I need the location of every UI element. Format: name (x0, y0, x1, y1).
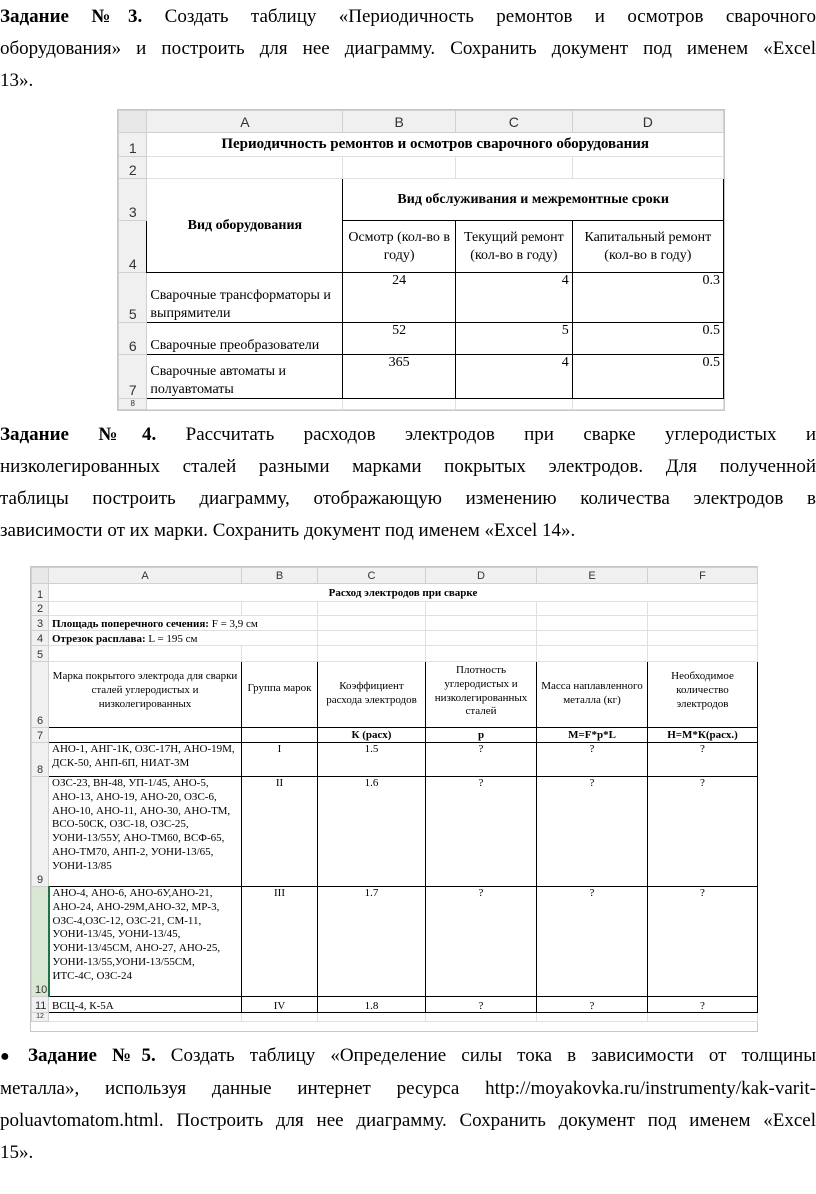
brand-group[interactable]: III (242, 887, 318, 997)
brand-group[interactable]: I (242, 743, 318, 777)
electrode-brands[interactable]: ВСЦ-4, К-5А (49, 997, 242, 1013)
row-header-4[interactable]: 4 (32, 631, 49, 646)
cell-f5[interactable] (648, 646, 758, 662)
cell-f2[interactable] (648, 602, 758, 616)
cell-d8[interactable] (572, 399, 723, 410)
electrodes-table (31, 567, 758, 1022)
cell-a12[interactable] (49, 1013, 242, 1022)
task4-label: Задание №4. (0, 424, 157, 445)
inspection-value[interactable]: 24 (343, 273, 456, 323)
current-repair-value[interactable]: 4 (456, 355, 573, 399)
header-brand-group[interactable]: Группа марок (242, 662, 318, 728)
inspection-value[interactable]: 52 (343, 323, 456, 355)
steel-density[interactable]: ? (426, 887, 537, 997)
task4-line2: низколегированных сталей разными марками покрытых электродов. Для полученной (0, 456, 816, 477)
deposited-mass[interactable]: ? (537, 743, 648, 777)
row-header-5[interactable]: 5 (119, 273, 147, 323)
row-header-8[interactable]: 8 (32, 743, 49, 777)
task5-line4: 15». (0, 1142, 34, 1163)
col-header-c[interactable]: C (456, 111, 573, 133)
col-header-a[interactable]: A (147, 111, 343, 133)
cell-b12[interactable] (242, 1013, 318, 1022)
row-header-2[interactable]: 2 (32, 602, 49, 616)
cell-d12[interactable] (426, 1013, 537, 1022)
header-required-quantity[interactable]: Необходимое количество электродов (648, 662, 758, 728)
spreadsheet-electrodes (30, 566, 758, 1032)
col-header-d[interactable]: D (572, 111, 723, 133)
consumption-coef[interactable]: 1.5 (318, 743, 426, 777)
task3-line1: Задание №3. Создать таблицу «Периодичность ремонтов и осмотров сварочного (0, 6, 816, 27)
current-repair-value[interactable]: 4 (456, 273, 573, 323)
cell-c5[interactable] (318, 646, 426, 662)
task4-line3: таблицы построить диаграмму, отображающую изменению количества электродов в (0, 488, 816, 509)
cell-c3[interactable] (318, 616, 426, 631)
cell-b8[interactable] (343, 399, 456, 410)
equipment-header[interactable]: Вид оборудования (147, 179, 343, 273)
deposited-mass[interactable]: ? (537, 887, 648, 997)
symbol-p[interactable]: р (426, 728, 537, 743)
cell-c8[interactable] (456, 399, 573, 410)
deposited-mass[interactable]: ? (537, 997, 648, 1013)
row-header-7[interactable]: 7 (32, 728, 49, 743)
capital-repair-value[interactable]: 0.5 (572, 323, 723, 355)
brand-group[interactable]: IV (242, 997, 318, 1013)
header-steel-density[interactable]: Плотность углеродистых и низколегированных сталей (426, 662, 537, 728)
task4-line4: зависимости от их марки. Сохранить документ под именем «Excel 14». (0, 520, 576, 541)
cell-d2[interactable] (426, 602, 537, 616)
cell-e4[interactable] (537, 631, 648, 646)
cell-e5[interactable] (537, 646, 648, 662)
col-header-e[interactable]: E (537, 568, 648, 584)
cell-d3[interactable] (426, 616, 537, 631)
steel-density[interactable]: ? (426, 997, 537, 1013)
col-header-f[interactable]: F (648, 568, 758, 584)
current-repair-value[interactable]: 5 (456, 323, 573, 355)
cell-e2[interactable] (537, 602, 648, 616)
cell-f12[interactable] (648, 1013, 758, 1022)
header-consumption-coef[interactable]: Коэффициент расхода электродов (318, 662, 426, 728)
area-cell[interactable] (49, 616, 318, 631)
sub-header-current-repair[interactable]: Текущий ремонт (кол-во в году) (456, 221, 573, 273)
task5-line1: ● Задание №5. Создать таблицу «Определение силы тока в зависимости от толщины (0, 1045, 816, 1066)
symbol-b[interactable] (242, 728, 318, 743)
row-header-12[interactable]: 12 (32, 1013, 49, 1022)
required-quantity[interactable]: ? (648, 743, 758, 777)
row-header-4[interactable]: 4 (119, 221, 147, 273)
capital-repair-value[interactable]: 0.3 (572, 273, 723, 323)
cell-f3[interactable] (648, 616, 758, 631)
corner-cell[interactable] (119, 111, 147, 133)
table-title[interactable]: Расход электродов при сварке (49, 584, 758, 602)
task5-line2: металла», используя данные интернет ресурса http://moyakovka.ru/instrumenty/kak-varit- (0, 1078, 816, 1099)
cell-c4[interactable] (318, 631, 426, 646)
cell-a2[interactable] (147, 157, 343, 179)
cell-e3[interactable] (537, 616, 648, 631)
cell-e12[interactable] (537, 1013, 648, 1022)
sub-header-inspection[interactable]: Осмотр (кол-во в году) (343, 221, 456, 273)
row-header-5[interactable]: 5 (32, 646, 49, 662)
row-header-11[interactable]: 11 (32, 997, 49, 1013)
cell-c2[interactable] (456, 157, 573, 179)
cell-a5[interactable] (49, 646, 242, 662)
col-header-c[interactable]: C (318, 568, 426, 584)
col-header-d[interactable]: D (426, 568, 537, 584)
cell-f4[interactable] (648, 631, 758, 646)
equipment-name[interactable]: Сварочные преобразователи (147, 323, 343, 355)
steel-density[interactable]: ? (426, 743, 537, 777)
bullet-icon: ● (0, 1048, 20, 1065)
inspection-value[interactable]: 365 (343, 355, 456, 399)
spreadsheet-periodicity (117, 109, 725, 411)
sub-header-capital-repair[interactable]: Капитальный ремонт (кол-во в году) (572, 221, 723, 273)
brand-group[interactable]: II (242, 777, 318, 887)
length-label: Отрезок расплава: (52, 633, 146, 645)
task5-paragraph (0, 1040, 816, 1169)
deposited-mass[interactable]: ? (537, 777, 648, 887)
task5-label: Задание №5. (28, 1045, 156, 1066)
capital-repair-value[interactable]: 0.5 (572, 355, 723, 399)
task3-paragraph (0, 1, 816, 97)
cell-d2[interactable] (572, 157, 723, 179)
task4-line1: Задание №4. Рассчитать расходов электродов при сварке углеродистых и (0, 424, 816, 445)
cell-b2[interactable] (242, 602, 318, 616)
consumption-coef[interactable]: 1.8 (318, 997, 426, 1013)
task5-line3: poluavtomatom.html. Построить для нее диаграмму. Сохранить документ под именем «Excel (0, 1110, 816, 1131)
row-header-3[interactable]: 3 (32, 616, 49, 631)
symbol-n[interactable]: Н=М*К(расх.) (648, 728, 758, 743)
length-value: L = 195 см (145, 633, 198, 645)
equipment-name[interactable]: Сварочные трансформаторы и выпрямители (147, 273, 343, 323)
task3-label: Задание №3. (0, 6, 143, 27)
row-header-6[interactable]: 6 (119, 323, 147, 355)
col-header-b[interactable]: B (343, 111, 456, 133)
steel-density[interactable]: ? (426, 777, 537, 887)
row-header-1[interactable]: 1 (32, 584, 49, 602)
required-quantity[interactable]: ? (648, 887, 758, 997)
length-cell[interactable] (49, 631, 318, 646)
symbol-m[interactable]: М=F*p*L (537, 728, 648, 743)
row-header-10[interactable]: 10 (32, 887, 49, 997)
consumption-coef[interactable]: 1.7 (318, 887, 426, 997)
row-header-3[interactable]: 3 (119, 179, 147, 221)
area-label: Площадь поперечного сечения: (52, 618, 209, 630)
row-header-2[interactable]: 2 (119, 157, 147, 179)
required-quantity[interactable]: ? (648, 997, 758, 1013)
corner-cell[interactable] (32, 568, 49, 584)
cell-d4[interactable] (426, 631, 537, 646)
row-header-8[interactable]: 8 (119, 399, 147, 410)
cell-c12[interactable] (318, 1013, 426, 1022)
col-header-b[interactable]: B (242, 568, 318, 584)
electrode-brands[interactable]: ОЗС-23, ВН-48, УП-1/45, АНО-5, АНО-13, АНО-19, АНО-20, ОЗС-6, АНО-10, АНО-11, АНО-30, АНО-ТМ, ВСО-50СК, ОЗС-18, ОЗС-25, УОНИ-13/55У, АНО-ТМ60, ВСФ-65, АНО-ТМ70, АНП-2, УОНИ-13/65, УОНИ-13/85 (49, 777, 242, 887)
task3-line3: 13». (0, 70, 34, 91)
cell-a2[interactable] (49, 602, 242, 616)
row-header-7[interactable]: 7 (119, 355, 147, 399)
symbol-k[interactable]: К (расх) (318, 728, 426, 743)
consumption-coef[interactable]: 1.6 (318, 777, 426, 887)
header-electrode-brand[interactable]: Марка покрытого электрода для сварки сталей углеродистых и низколегированных (49, 662, 242, 728)
cell-a8[interactable] (147, 399, 343, 410)
area-value: F = 3,9 см (208, 618, 258, 630)
row-header-1[interactable]: 1 (119, 133, 147, 157)
cell-d5[interactable] (426, 646, 537, 662)
row-header-6[interactable]: 6 (32, 662, 49, 728)
electrode-brands[interactable]: АНО-1, АНГ-1К, ОЗС-17Н, АНО-19М, ДСК-50, АНП-6П, НИАТ-3М (49, 743, 242, 777)
required-quantity[interactable]: ? (648, 777, 758, 887)
electrode-brands[interactable]: АНО-4, АНО-6, АНО-6У,АНО-21, АНО-24, АНО-29М,АНО-32, МР-3, ОЗС-4,ОЗС-12, ОЗС-21, СМ-11, УОНИ-13/45, УОНИ-13/45, УОНИ-13/45СМ, АНО-27, АНО-25, УОНИ-13/55,УОНИ-13/55СМ, ИТС-4С, ОЗС-24 (49, 887, 242, 997)
cell-b5[interactable] (242, 646, 318, 662)
header-deposited-mass[interactable]: Масса наплавленного металла (кг) (537, 662, 648, 728)
cell-c2[interactable] (318, 602, 426, 616)
symbol-a[interactable] (49, 728, 242, 743)
task4-paragraph (0, 419, 816, 547)
table-title[interactable]: Периодичность ремонтов и осмотров сварочного оборудования (147, 133, 724, 157)
service-header[interactable]: Вид обслуживания и межремонтные сроки (343, 179, 724, 221)
cell-b2[interactable] (343, 157, 456, 179)
col-header-a[interactable]: A (49, 568, 242, 584)
periodicity-table (118, 110, 724, 410)
task3-line2: оборудования» и построить для нее диаграмму. Сохранить документ под именем «Excel (0, 38, 816, 59)
row-header-9[interactable]: 9 (32, 777, 49, 887)
equipment-name[interactable]: Сварочные автоматы и полуавтоматы (147, 355, 343, 399)
